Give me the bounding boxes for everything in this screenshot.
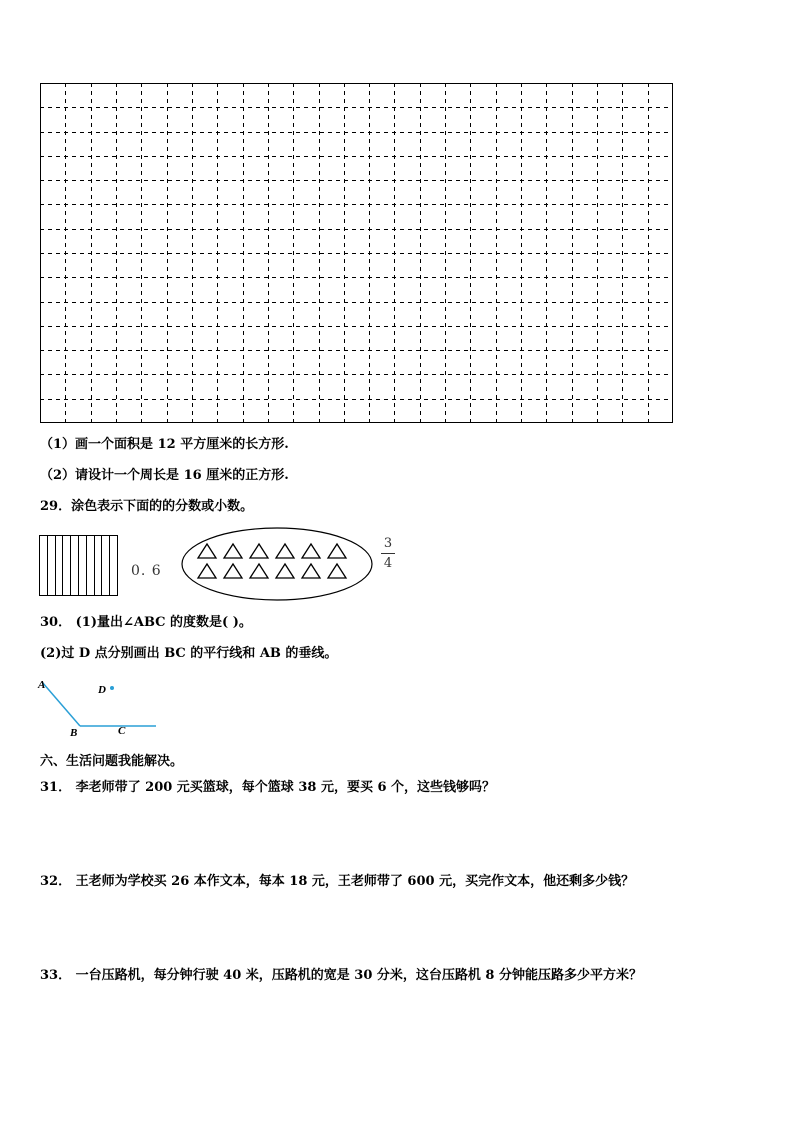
triangle-icon: [250, 564, 268, 578]
triangle-icon: [198, 564, 216, 578]
striped-rectangle[interactable]: [39, 535, 119, 601]
decimal-label: 0. 6: [131, 563, 162, 579]
triangle-icon: [302, 564, 320, 578]
point-d: [110, 686, 114, 690]
label-d: D: [98, 684, 106, 696]
triangle-icon: [224, 544, 242, 558]
label-b: B: [70, 727, 78, 739]
triangle-icon: [276, 544, 294, 558]
triangle-icon: [328, 544, 346, 558]
q28-part1: （1）画一个面积是 12 平方厘米的长方形.: [40, 437, 289, 452]
triangle-icon: [276, 564, 294, 578]
ellipse-outline: [182, 528, 372, 600]
label-c: C: [118, 725, 126, 737]
segment-ab: [42, 682, 80, 726]
section6-title: 六、生活问题我能解决。: [40, 754, 184, 769]
q29-prompt: 29．涂色表示下面的的分数或小数。: [40, 499, 254, 514]
triangle-ellipse[interactable]: [180, 526, 374, 606]
triangle-icon: [302, 544, 320, 558]
q30-part1: 30． (1)量出∠ABC 的度数是( )。: [40, 615, 252, 630]
triangle-icon: [198, 544, 216, 558]
fraction-three-quarters: [381, 536, 395, 571]
label-a: A: [38, 679, 46, 691]
fraction-denominator: 4: [383, 556, 393, 571]
triangle-icon: [328, 564, 346, 578]
dotted-grid[interactable]: [40, 83, 673, 423]
q30-part2: (2)过 D 点分别画出 BC 的平行线和 AB 的垂线。: [40, 646, 338, 661]
fraction-numerator: 3: [383, 536, 393, 551]
q28-part2: （2）请设计一个周长是 16 厘米的正方形.: [40, 468, 289, 483]
triangle-icon: [250, 544, 268, 558]
triangle-icon: [224, 564, 242, 578]
q33-text: 33． 一台压路机，每分钟行驶 40 米，压路机的宽是 30 分米，这台压路机 8 分钟能压路多少平方米？: [40, 968, 642, 983]
fraction-bar: [381, 553, 395, 554]
q31-text: 31． 李老师带了 200 元买篮球，每个篮球 38 元，要买 6 个，这些钱够吗？: [40, 780, 496, 795]
q32-text: 32． 王老师为学校买 26 本作文本，每本 18 元，王老师带了 600 元，买完作文本，他还剩多少钱？: [40, 874, 635, 889]
